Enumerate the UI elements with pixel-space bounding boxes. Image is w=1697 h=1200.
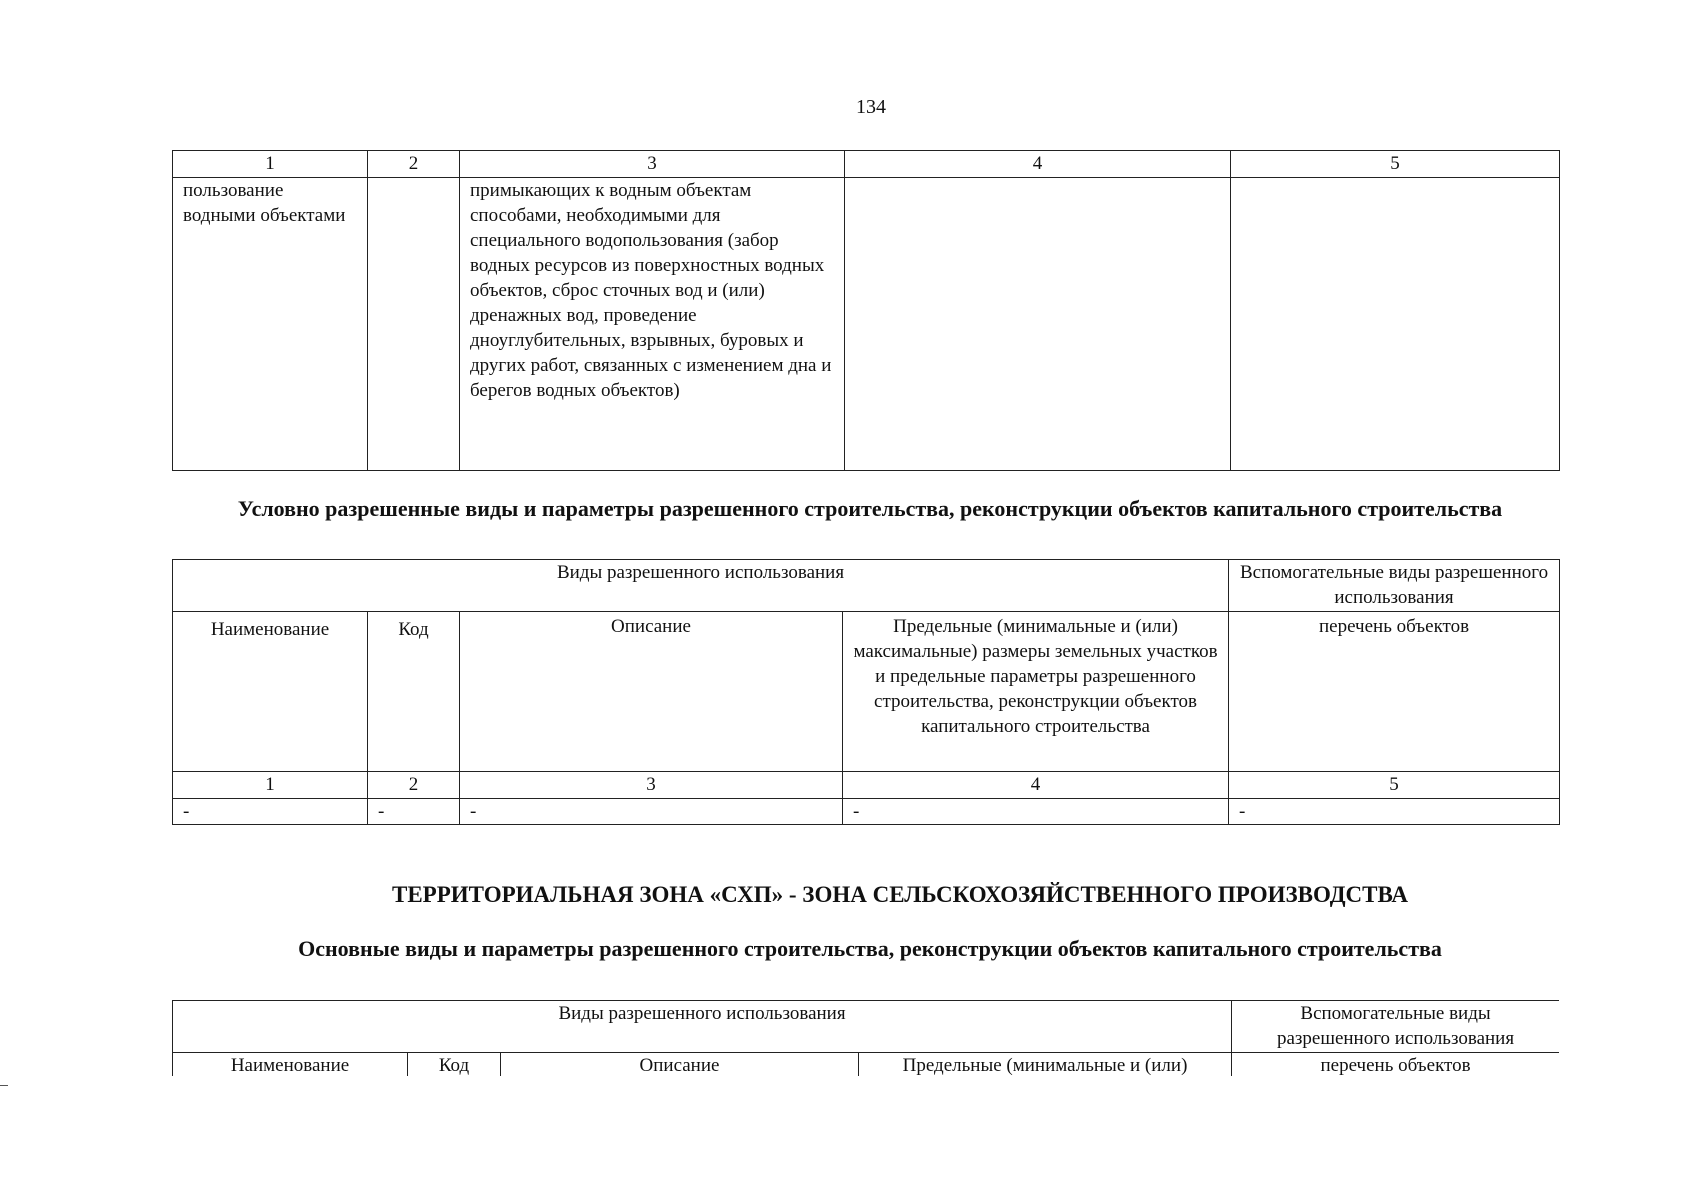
col-number-4: 4 (843, 772, 1229, 799)
col-number-5: 5 (1229, 772, 1560, 799)
use-auxiliary-cell (1231, 178, 1560, 471)
margin-mark (0, 1085, 8, 1086)
col-number-2: 2 (368, 151, 460, 178)
group-header-row (173, 560, 1560, 612)
empty-cell: - (368, 799, 460, 825)
header-name: Наименование (173, 1053, 408, 1077)
empty-cell: - (843, 799, 1229, 825)
col-number-3: 3 (460, 151, 845, 178)
table-row (173, 799, 1560, 825)
conditional-uses-table (172, 559, 1560, 825)
empty-cell: - (460, 799, 843, 825)
main-section-title: Основные виды и параметры разрешенного строительства, реконструкции объектов капитального строительства (298, 936, 1442, 961)
main-uses-table-clip (172, 1000, 1559, 1076)
table-row (173, 178, 1560, 471)
column-header-row (173, 612, 1560, 772)
col-number-5: 5 (1231, 151, 1560, 178)
permitted-uses-header: Виды разрешенного использования (173, 560, 1229, 612)
auxiliary-uses-header: Вспомогательные виды разрешенного использования (1229, 560, 1560, 612)
zone-title: ТЕРРИТОРИАЛЬНАЯ ЗОНА «СХП» - ЗОНА СЕЛЬСКОХОЗЯЙСТВЕННОГО ПРОИЗВОДСТВА (392, 882, 1408, 907)
conditional-section-title: Условно разрешенные виды и параметры разрешенного строительства, реконструкции объектов капитального строительства (237, 496, 1503, 521)
auxiliary-uses-header: Вспомогательные виды разрешенного использования (1232, 1001, 1559, 1053)
header-aux-list: перечень объектов (1232, 1053, 1559, 1077)
page-number: 134 (856, 96, 886, 118)
main-uses-table (172, 1000, 1559, 1076)
column-number-row (173, 772, 1560, 799)
header-code: Код (408, 1053, 501, 1077)
empty-cell: - (173, 799, 368, 825)
group-header-row (173, 1001, 1560, 1053)
col-number-4: 4 (845, 151, 1231, 178)
header-description: Описание (460, 612, 843, 772)
header-limits: Предельные (минимальные и (или) (859, 1053, 1232, 1077)
use-code-cell (368, 178, 460, 471)
permitted-uses-header: Виды разрешенного использования (173, 1001, 1232, 1053)
header-description: Описание (501, 1053, 859, 1077)
col-number-3: 3 (460, 772, 843, 799)
header-name: Наименование (173, 612, 368, 772)
header-aux-list: перечень объектов (1229, 612, 1560, 772)
header-limits: Предельные (минимальные и (или) максимальные) размеры земельных участков и предельные параметры разрешенного строительства, реконструкции объектов капитального строительства (843, 612, 1229, 772)
header-code: Код (368, 612, 460, 772)
empty-cell: - (1229, 799, 1560, 825)
col-number-2: 2 (368, 772, 460, 799)
use-description-cell: примыкающих к водным объектам способами, необходимыми для специального водопользования (забор водных ресурсов из поверхностных водных объектов, сброс сточных вод и (или) дренажных вод, проведение дноуглубительных, взрывных, буровых и других работ, связанных с изменением дна и берегов водных объектов) (460, 178, 845, 471)
use-name-cell: пользование водными объектами (173, 178, 368, 471)
use-limits-cell (845, 178, 1231, 471)
column-header-row (173, 1053, 1560, 1077)
column-number-row (173, 151, 1560, 178)
continued-table (172, 150, 1560, 471)
col-number-1: 1 (173, 151, 368, 178)
col-number-1: 1 (173, 772, 368, 799)
